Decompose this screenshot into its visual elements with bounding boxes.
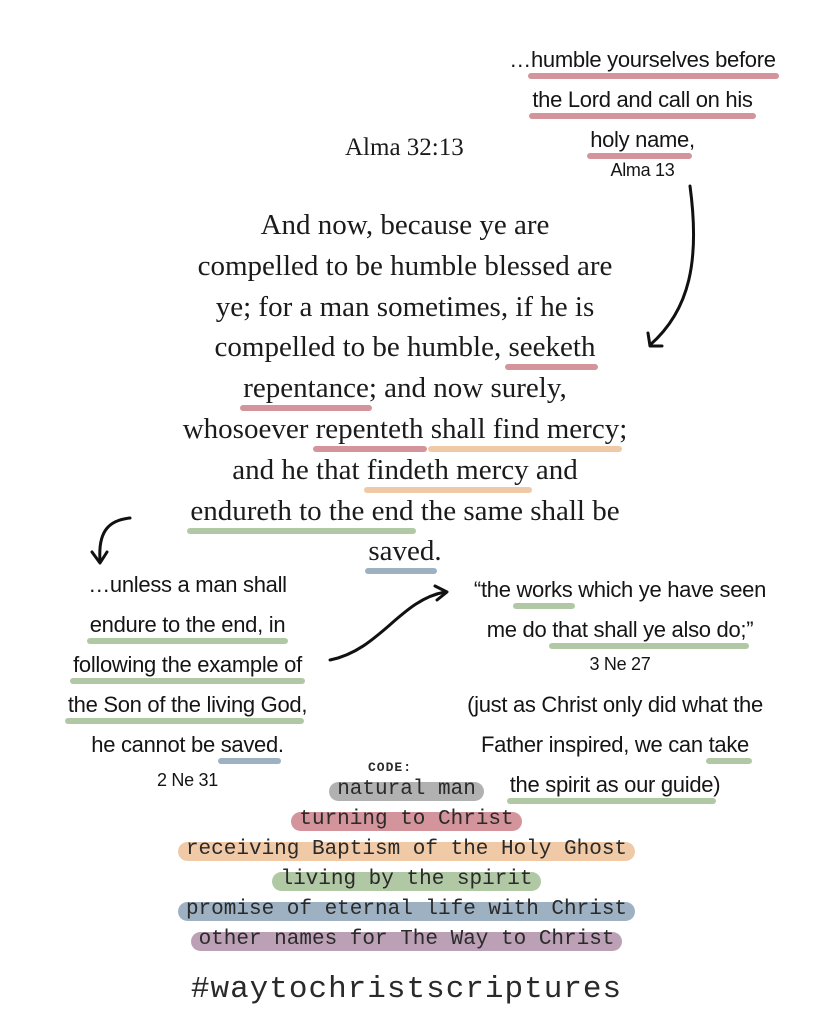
verse-reference: Alma 32:13 (345, 134, 464, 161)
code-legend-label: natural man (331, 778, 482, 801)
verse-text: whosoever (182, 412, 316, 445)
highlight-living-by-spirit: the spirit as our guide (509, 772, 714, 797)
comma: , (301, 692, 308, 717)
close-paren: ) (713, 772, 721, 797)
highlight-eternal-life: saved (220, 732, 278, 757)
verse-text: and (528, 453, 578, 486)
verse-text: compelled to be humble, (214, 331, 509, 364)
verse-text: . (434, 535, 442, 568)
highlight-living-by-spirit: take (708, 732, 749, 757)
highlight-turning-to-christ: repentance (243, 372, 369, 405)
left-quote-text: he cannot be (91, 732, 221, 757)
highlight-living-by-spirit: following the example of (73, 652, 302, 677)
right-quote-text: “the (473, 577, 517, 602)
verse-text: ; and now surely, (368, 372, 567, 405)
highlight-living-by-spirit: endureth to the end (190, 494, 414, 527)
code-legend-label: turning to Christ (293, 808, 519, 831)
period: . (277, 732, 284, 757)
hashtag: #waytochristscriptures (190, 972, 623, 1007)
close-quote: ” (746, 617, 754, 642)
code-legend-title: CODE: (368, 760, 413, 775)
code-legend-label: living by the spirit (274, 868, 538, 891)
comma: , (689, 127, 695, 152)
arrow-alma13-to-seeketh (650, 186, 694, 345)
highlight-eternal-life: saved (368, 535, 435, 568)
left-quote-line: …unless a man shall (88, 572, 287, 597)
right-quote-text: which ye have seen (572, 577, 767, 602)
right-note-line: (just as Christ only did what the (467, 692, 763, 717)
right-note-text: Father inspired, we can (481, 732, 709, 757)
code-legend-label: promise of eternal life with Christ (180, 898, 633, 921)
highlight-baptism-holy-ghost: shall find mercy (430, 412, 620, 445)
ellipsis: … (509, 47, 531, 72)
verse-text: and he that (232, 453, 367, 486)
highlight-living-by-spirit: that shall ye also do; (552, 617, 747, 642)
left-quote-reference: 2 Ne 31 (157, 770, 218, 790)
top-quote-reference: Alma 13 (610, 160, 675, 180)
highlight-turning-to-christ: repenteth (315, 412, 424, 445)
verse-text: ; (619, 412, 628, 445)
verse-line: compelled to be humble blessed are (197, 249, 613, 282)
verse-line: And now, because ye are (260, 209, 550, 241)
arrow-left-to-right-quote (330, 592, 445, 660)
highlight-living-by-spirit: works (516, 577, 573, 602)
right-quote-reference: 3 Ne 27 (589, 654, 651, 674)
highlight-turning-to-christ: the Lord and call on his (532, 87, 753, 112)
right-quote-text: me do (486, 617, 553, 642)
highlight-turning-to-christ: holy name (590, 127, 689, 152)
highlight-living-by-spirit: endure to the end, in (89, 612, 286, 637)
highlight-turning-to-christ: seeketh (508, 331, 596, 364)
code-legend-label: other names for The Way to Christ (193, 928, 621, 951)
highlight-baptism-holy-ghost: findeth mercy (366, 453, 529, 486)
code-legend-label: receiving Baptism of the Holy Ghost (180, 838, 633, 861)
verse-line: ye; for a man sometimes, if he is (215, 290, 595, 323)
verse-text: the same shall be (413, 494, 620, 527)
highlight-living-by-spirit: the Son of the living God (67, 692, 302, 717)
highlight-turning-to-christ: humble yourselves before (530, 47, 776, 72)
